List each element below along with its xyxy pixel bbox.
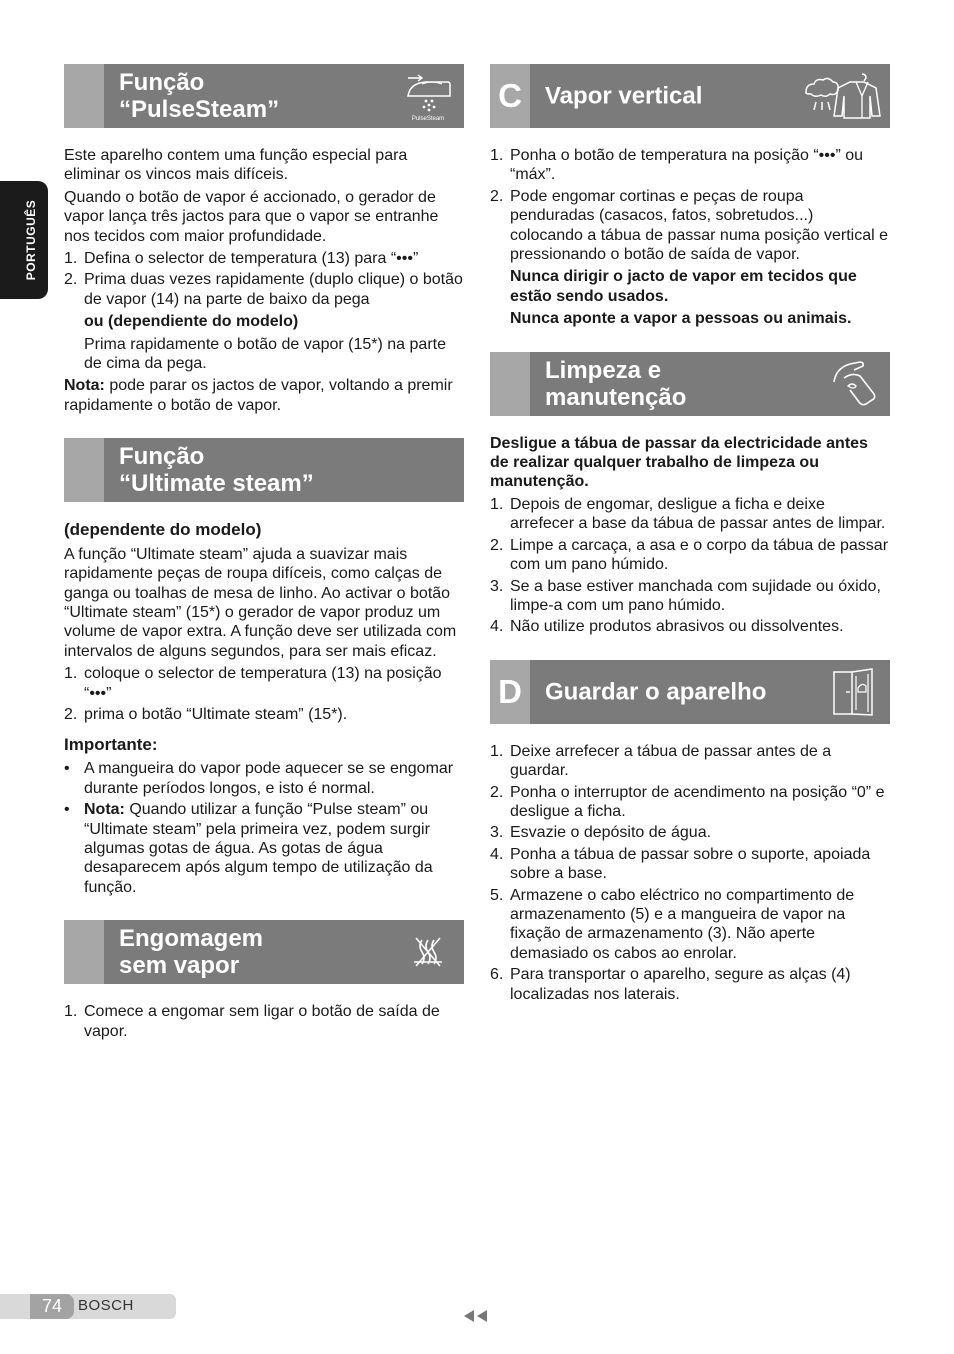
section-title: Função “Ultimate steam”: [119, 443, 314, 498]
storage-cabinet-icon: [828, 666, 880, 718]
item-text: prima o botão “Ultimate steam” (15*).: [84, 705, 348, 723]
bullet-mark: •: [64, 801, 70, 819]
item-text: Comece a engomar sem ligar o botão de saída de vapor.: [84, 1003, 440, 1040]
steps-list: [64, 664, 464, 724]
item-number: 3.: [490, 824, 504, 842]
item-text: Esvazie o depósito de água.: [510, 824, 712, 842]
cleaning-hand-icon: [828, 358, 880, 410]
item-number: 1.: [64, 250, 78, 268]
list-item: [64, 249, 464, 268]
item-text: coloque o selector de temperatura (13) na posição “•••”: [84, 665, 442, 702]
item-number: 4.: [490, 845, 504, 863]
list-item: [490, 845, 890, 884]
item-number: 1.: [490, 495, 504, 513]
item-text: Ponha o botão de temperatura na posição “•••” ou “máx”.: [510, 147, 864, 184]
note-label: Nota:: [84, 801, 125, 819]
item-number: 3.: [490, 577, 504, 595]
header-strip: [64, 438, 104, 502]
list-item: [490, 577, 890, 616]
section-title: Limpeza e manutenção: [545, 356, 687, 411]
list-item: [490, 783, 890, 822]
list-item: [64, 759, 464, 798]
item-text: Pode engomar cortinas e peças de roupa penduradas (casacos, fatos, sobretudos...) colocando a tábua de passar numa posição vertical e pressionando o botão de saída de vapor.: [510, 187, 889, 264]
list-item: [64, 270, 464, 309]
paragraph: A função “Ultimate steam” ajuda a suavizar mais rapidamente peças de roupa difíceis, como calças de ganga ou toalhas de mesa de linho. Ao activar o botão “Ultimate steam” (15*) o gerador de vapor produz um volume de vapor extra. A função deve ser utilizada com intervalos de alguns segundos, para ser mais eficaz.: [64, 545, 457, 660]
section-title: Engomagem sem vapor: [119, 925, 264, 980]
steps-list: [64, 1002, 464, 1041]
item-text: Se a base estiver manchada com sujidade ou óxido, limpe-a com um pano húmido.: [510, 577, 881, 614]
section-letter: D: [490, 660, 530, 724]
list-item: [490, 495, 890, 534]
list-item: [490, 536, 890, 575]
paragraph: Este aparelho contem uma função especial para eliminar os vincos mais difíceis.: [64, 147, 408, 184]
item-text: Para transportar o aparelho, segure as alças (4) localizadas nos laterais.: [510, 966, 851, 1003]
page-number: 74: [30, 1294, 74, 1319]
list-item: [64, 800, 464, 897]
right-column: [490, 64, 890, 1007]
item-number: 2.: [490, 187, 504, 205]
left-column: [64, 64, 464, 1044]
item-text: Armazene o cabo eléctrico no compartimento de armazenamento (5) e a mangueira de vapor na fixação de armazenamento (3). Não aperte demasiado os cabos ao enrolar.: [510, 886, 855, 962]
list-item: [490, 886, 890, 964]
list-item: [64, 664, 464, 703]
important-heading: Importante:: [64, 735, 158, 755]
item-text: Prima duas vezes rapidamente (duplo clique) o botão de vapor (14) na parte de baixo da pega: [84, 271, 463, 308]
paragraph: Quando o botão de vapor é accionado, o gerador de vapor lança três jactos para que o vapor se entranhe nos tecidos com maior profundidade.: [64, 188, 439, 245]
item-number: 1.: [64, 665, 78, 683]
brand-name: BOSCH: [78, 1297, 134, 1314]
section-header-storage: [490, 660, 890, 724]
item-number: 4.: [490, 618, 504, 636]
note-label: Nota:: [64, 377, 105, 395]
no-steam-icon: [402, 926, 454, 978]
warning-text: Nunca dirigir o jacto de vapor em tecidos que estão sendo usados.: [510, 268, 857, 305]
section-title: Função “PulseSteam”: [119, 69, 280, 123]
item-text: Depois de engomar, desligue a ficha e deixe arrefecer a base da tábua de passar antes de limpar.: [510, 495, 886, 533]
item-text: Não utilize produtos abrasivos ou dissolventes.: [510, 618, 844, 636]
item-text: Ponha o interruptor de acendimento na posição “0” e desligue a ficha.: [510, 783, 885, 820]
section-letter: C: [490, 64, 530, 128]
list-item: [490, 146, 890, 185]
section-title: Guardar o aparelho: [545, 678, 767, 706]
item-number: 1.: [490, 147, 504, 164]
back-arrows-icon[interactable]: [462, 1308, 490, 1324]
warning-text: Nunca aponte a vapor a pessoas ou animais.: [510, 310, 852, 328]
paragraph: Prima rapidamente o botão de vapor (15*) na parte de cima da pega.: [84, 335, 446, 373]
steps-list: [490, 495, 890, 637]
pulsesteam-iron-icon: [402, 70, 454, 122]
header-strip: [490, 352, 530, 416]
header-strip: [64, 920, 104, 984]
section-header-vertical-steam: [490, 64, 890, 128]
item-text: Defina o selector de temperatura (13) para “•••”: [84, 250, 419, 268]
list-item: [490, 187, 890, 265]
bullet-list: [64, 759, 464, 897]
note-text: pode parar os jactos de vapor, voltando a premir rapidamente o botão de vapor.: [64, 377, 453, 414]
list-item: [64, 1002, 464, 1041]
header-strip: [64, 64, 104, 128]
vertical-steam-garment-icon: [800, 70, 884, 122]
item-text: Ponha a tábua de passar sobre o suporte, apoiada sobre a base.: [510, 845, 871, 883]
item-text: A mangueira do vapor pode aquecer se se engomar durante períodos longos, e isto é normal.: [84, 760, 454, 797]
list-item: [490, 617, 890, 636]
list-item: [490, 965, 890, 1004]
model-dependent-note: ou (dependiente do modelo): [84, 313, 299, 331]
steps-list: [490, 146, 890, 264]
item-number: 1.: [490, 742, 504, 760]
section-title: Vapor vertical: [545, 82, 703, 110]
item-number: 2.: [64, 705, 78, 723]
section-header-dry-ironing: [64, 920, 464, 984]
item-number: 2.: [490, 783, 504, 801]
note-paragraph: [64, 376, 464, 415]
bullet-mark: •: [64, 760, 70, 778]
item-number: 5.: [490, 886, 504, 904]
warning-text: Desligue a tábua de passar da electricidade antes de realizar qualquer trabalho de limpeza ou manutenção.: [490, 434, 868, 491]
language-label: PORTUGUÊS: [24, 199, 38, 281]
list-item: [490, 823, 890, 842]
subheading: (dependente do modelo): [64, 520, 262, 540]
steps-list: [490, 742, 890, 1004]
item-text: Deixe arrefecer a tábua de passar antes de a guardar.: [510, 742, 832, 780]
item-text: Limpe a carcaça, a asa e o corpo da tábua de passar com um pano húmido.: [510, 536, 889, 574]
section-header-ultimate-steam: [64, 438, 464, 502]
item-number: 2.: [490, 536, 504, 554]
list-item: [64, 705, 464, 724]
section-header-cleaning: [490, 352, 890, 416]
language-tab: [0, 181, 48, 299]
item-text: Quando utilizar a função “Pulse steam” ou “Ultimate steam” pela primeira vez, podem surgir algumas gotas de água. As gotas de água desaparecem após algum tempo de utilização da função.: [84, 801, 433, 896]
item-number: 2.: [64, 271, 78, 289]
item-number: 6.: [490, 966, 504, 984]
item-number: 1.: [64, 1003, 78, 1021]
pulsesteam-icon-label: PulseSteam: [411, 116, 445, 122]
section-header-pulsesteam: [64, 64, 464, 128]
steps-list: [64, 249, 464, 309]
list-item: [490, 742, 890, 781]
